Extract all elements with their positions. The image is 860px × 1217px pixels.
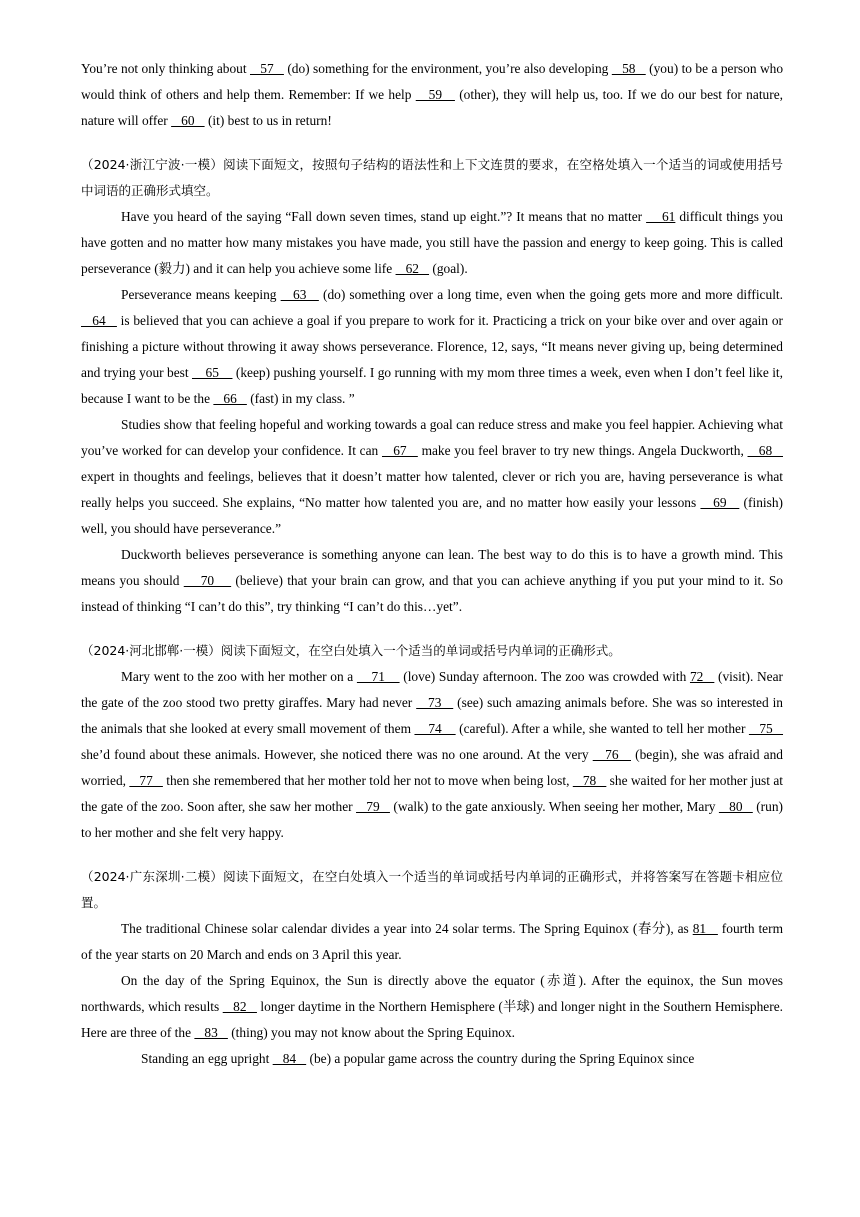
answer-blank[interactable]: 82 <box>222 999 257 1014</box>
paragraph <box>81 968 783 1046</box>
text-run: fourth term of the year starts on 20 March and ends on 3 April this year. <box>81 921 783 962</box>
text-run: difficult things you have gotten and no matter how many mistakes you have made, you still have the passion and energy to keep going. This is called perseverance (毅力) and it can help you achieve some life <box>81 209 783 276</box>
text-run: (do) something over a long time, even when the going gets more and more difficult. <box>318 287 783 302</box>
text-run: (be) a popular game across the country during the Spring Equinox since <box>306 1051 695 1066</box>
text-run: The traditional Chinese solar calendar divides a year into 24 solar terms. The Spring Equinox (春分), as <box>121 921 693 936</box>
text-run: (love) Sunday afternoon. The zoo was crowded with <box>399 669 690 684</box>
paragraph <box>81 204 783 282</box>
text-run: expert in thoughts and feelings, believes that it doesn’t matter how talented, clever or rich you are, having perseverance is what really helps you succeed. She explains, “No matter how talented you are, and no matter how easily your lessons <box>81 469 783 510</box>
answer-blank[interactable]: 81 <box>692 921 718 936</box>
text-run: Standing an egg upright <box>141 1051 273 1066</box>
answer-blank[interactable]: 64 <box>81 313 117 328</box>
paragraph <box>81 664 783 846</box>
text-run: (finish) well, you should have perseverance.” <box>81 495 783 536</box>
text-run: Perseverance means keeping <box>121 287 281 302</box>
answer-blank[interactable]: 67 <box>381 443 418 458</box>
answer-blank[interactable]: 83 <box>194 1025 228 1040</box>
text-run: Mary went to the zoo with her mother on a <box>121 669 357 684</box>
answer-blank[interactable]: 69 <box>700 495 740 510</box>
text-run: (it) best to us in return! <box>204 113 332 128</box>
answer-blank[interactable]: 73 <box>416 695 454 710</box>
paragraph <box>81 1046 783 1072</box>
answer-blank[interactable]: 72 <box>689 669 715 684</box>
text-run: (run) to her mother and she felt very happy. <box>81 799 783 840</box>
text-run: Duckworth believes perseverance is something anyone can lean. The best way to do this is to have a growth mind. This means you should <box>81 547 783 588</box>
answer-blank[interactable]: 59 <box>415 87 455 102</box>
answer-blank[interactable]: 74 <box>414 721 456 736</box>
answer-blank[interactable]: 62 <box>395 261 430 276</box>
text-run: (keep) pushing yourself. I go running with my mom three times a week, even when I don’t feel like it, because I want to be the <box>81 365 783 406</box>
section-heading-ningbo: （2024·浙江宁波·一模）阅读下面短文，按照句子结构的语法性和上下文连贯的要求，在空格处填入一个适当的词或使用括号中词语的正确形式填空。 <box>81 157 783 198</box>
answer-blank[interactable]: 71 <box>356 669 400 684</box>
text-run: she’d found about these animals. However, she noticed there was no one around. At the very <box>81 747 593 762</box>
document-page <box>81 56 783 1072</box>
answer-blank[interactable]: 66 <box>213 391 247 406</box>
text-run: (other), they will help us, too. If we do our best for nature, nature will offer <box>81 87 783 128</box>
text-run: You’re not only thinking about <box>81 61 250 76</box>
text-run: Have you heard of the saying “Fall down seven times, stand up eight.”? It means that no matter <box>121 209 647 224</box>
text-run: Studies show that feeling hopeful and working towards a goal can reduce stress and make you feel happier. Achieving what you’ve worked for can develop your confidence. It can <box>81 417 783 458</box>
text-run: is believed that you can achieve a goal if you prepare to work for it. Practicing a trick on your bike over and over again or finishing a picture without throwing it away shows perseverance. Florence, 12, says, “It means never giving up, being determined and trying your best <box>81 313 783 380</box>
text-run: then she remembered that her mother told her not to move when being lost, <box>162 773 573 788</box>
answer-blank[interactable]: 78 <box>572 773 607 788</box>
answer-blank[interactable]: 70 <box>183 573 232 588</box>
answer-blank[interactable]: 61 <box>646 209 676 224</box>
text-run: she waited for her mother just at the gate of the zoo. Soon after, she saw her mother <box>81 773 784 814</box>
answer-blank[interactable]: 63 <box>280 287 319 302</box>
section-heading-shenzhen: （2024·广东深圳·二模）阅读下面短文，在空白处填入一个适当的单词或括号内单词的正确形式，并将答案写在答题卡相应位置。 <box>81 869 783 910</box>
text-run: longer daytime in the Northern Hemisphere (半球) and longer night in the Southern Hemisphere. Here are three of the <box>81 999 784 1040</box>
answer-blank[interactable]: 65 <box>191 365 233 380</box>
text-run: On the day of the Spring Equinox, the Sun is directly above the equator (赤道). After the equinox, the Sun moves northwards, which results <box>81 973 783 1014</box>
answer-blank[interactable]: 60 <box>171 113 205 128</box>
text-run: (do) something for the environment, you’re also developing <box>283 61 612 76</box>
answer-blank[interactable]: 68 <box>747 443 783 458</box>
paragraph <box>81 916 783 968</box>
answer-blank[interactable]: 75 <box>748 721 784 736</box>
answer-blank[interactable]: 57 <box>249 61 284 76</box>
paragraph <box>81 282 783 412</box>
text-run: (see) such amazing animals before. She was so interested in the animals that she looked at every small movement of them <box>81 695 784 736</box>
text-run: (fast) in my class. ” <box>246 391 355 406</box>
section-heading-handan: （2024·河北邯郸·一模）阅读下面短文，在空白处填入一个适当的单词或括号内单词的正确形式。 <box>81 643 621 658</box>
answer-blank[interactable]: 84 <box>272 1051 307 1066</box>
paragraph <box>81 412 783 542</box>
text-run: (thing) you may not know about the Spring Equinox. <box>227 1025 516 1040</box>
answer-blank[interactable]: 79 <box>356 799 390 814</box>
text-run: (goal). <box>429 261 468 276</box>
text-run: (you) to be a person who would think of others and help them. Remember: If we help <box>81 61 784 102</box>
text-run: make you feel braver to try new things. Angela Duckworth, <box>417 443 748 458</box>
text-run: (careful). After a while, she wanted to tell her mother <box>455 721 749 736</box>
answer-blank[interactable]: 58 <box>611 61 646 76</box>
text-run: (begin), she was afraid and worried, <box>81 747 783 788</box>
answer-blank[interactable]: 77 <box>129 773 163 788</box>
answer-blank[interactable]: 76 <box>592 747 631 762</box>
paragraph-intro <box>81 56 783 134</box>
paragraph <box>81 542 783 620</box>
text-run: (believe) that your brain can grow, and that you can achieve anything if you put your mind to it. So instead of thinking “I can’t do this”, try thinking “I can’t do this…yet”. <box>81 573 783 614</box>
text-run: (visit). Near the gate of the zoo stood two pretty giraffes. Mary had never <box>81 669 784 710</box>
answer-blank[interactable]: 80 <box>718 799 753 814</box>
text-run: (walk) to the gate anxiously. When seeing her mother, Mary <box>389 799 719 814</box>
